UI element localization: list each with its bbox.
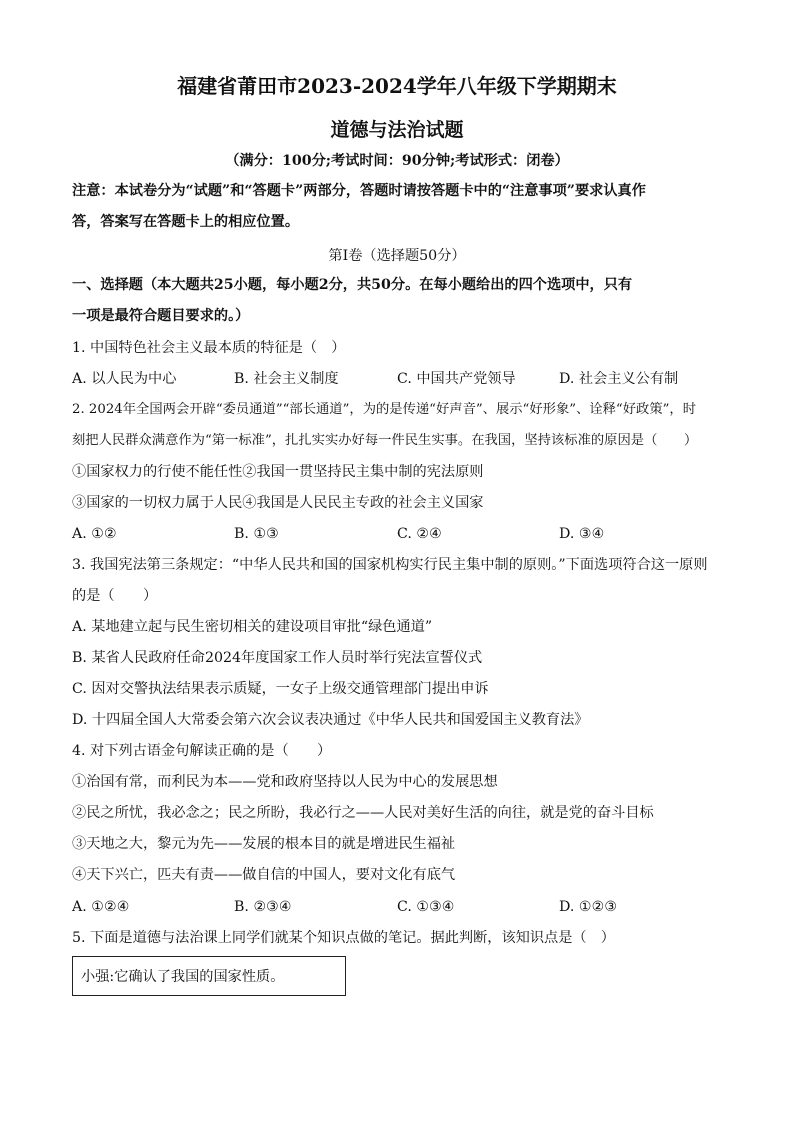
note-text: 小强:它确认了我国的国家性质。 xyxy=(81,969,285,985)
question-4-statement-2: ②民之所忧，我必念之；民之所盼，我必行之——人民对美好生活的向往，就是党的奋斗目标 xyxy=(72,805,654,821)
question-1-option-c: C. 中国共产党领导 xyxy=(397,371,516,387)
question-3-option-a: A. 某地建立起与民生密切相关的建设项目审批“绿色通道” xyxy=(72,619,433,635)
exam-title: 福建省莆田市2023-2024学年八年级下学期期末 xyxy=(177,74,617,98)
question-3-option-b: B. 某省人民政府任命2024年度国家工作人员时举行宪法宣誓仪式 xyxy=(72,650,483,666)
question-2-option-b: B. ①③ xyxy=(234,526,279,542)
question-2-statement-2: ③国家的一切权力属于人民④我国是人民民主专政的社会主义国家 xyxy=(72,495,484,511)
question-1-option-b: B. 社会主义制度 xyxy=(234,371,339,387)
notice-line-2: 答，答案写在答题卡上的相应位置。 xyxy=(72,214,300,230)
exam-subject: 道德与法治试题 xyxy=(330,119,464,141)
question-4-option-c: C. ①③④ xyxy=(397,899,455,915)
question-1-option-a: A. 以人民为中心 xyxy=(72,371,177,387)
question-4-statement-1: ①治国有常，而利民为本——党和政府坚持以人民为中心的发展思想 xyxy=(72,774,498,790)
section-title: 第Ⅰ卷（选择题50分） xyxy=(328,248,466,264)
question-2-option-d: D. ③④ xyxy=(559,526,605,542)
section-instructions-1: 一、选择题（本大题共25小题，每小题2分，共50分。在每小题给出的四个选项中，只有 xyxy=(72,277,633,293)
question-2-statement-1: ①国家权力的行使不能任性②我国一贯坚持民主集中制的宪法原则 xyxy=(72,464,484,480)
question-4-stem: 4. 对下列古语金句解读正确的是（ ） xyxy=(72,743,332,759)
exam-info: （满分：100分;考试时间：90分钟;考试形式：闭卷） xyxy=(225,153,569,169)
question-4-option-d: D. ①②③ xyxy=(559,899,618,915)
question-1-stem: 1. 中国特色社会主义最本质的特征是（ ） xyxy=(72,340,346,356)
section-instructions-2: 一项是最符合题目要求的。） xyxy=(72,308,250,324)
question-3-option-d: D. 十四届全国人大常委会第六次会议表决通过《中华人民共和国爱国主义教育法》 xyxy=(72,712,589,728)
question-4-statement-3: ③天地之大，黎元为先——发展的根本目的就是增进民生福祉 xyxy=(72,836,456,852)
question-3-option-c: C. 因对交警执法结果表示质疑，一女子上级交通管理部门提出申诉 xyxy=(72,681,489,697)
question-4-option-b: B. ②③④ xyxy=(234,899,292,915)
question-5-stem: 5. 下面是道德与法治课上同学们就某个知识点做的笔记。据此判断，该知识点是（ ） xyxy=(72,930,615,946)
question-2-option-a: A. ①② xyxy=(72,526,117,542)
question-3-stem-1: 3. 我国宪法第三条规定：“中华人民共和国的国家机构实行民主集中制的原则。”下面选项符合这一原则 xyxy=(72,557,708,573)
question-1-option-d: D. 社会主义公有制 xyxy=(559,371,679,387)
question-4-statement-4: ④天下兴亡，匹夫有责——做自信的中国人，要对文化有底气 xyxy=(72,867,456,883)
question-3-stem-2: 的是（ ） xyxy=(72,588,158,604)
question-2-option-c: C. ②④ xyxy=(397,526,442,542)
question-2-stem-1: 2. 2024年全国两会开辟“委员通道”“部长通道”，为的是传递“好声音”、展示“好形象”、诠释“好政策”，时 xyxy=(72,402,697,417)
question-2-stem-2: 刻把人民群众满意作为“第一标准”，扎扎实实办好每一件民生实事。在我国，坚持该标准的原因是（ ） xyxy=(72,433,698,448)
notice-line-1: 注意：本试卷分为“试题”和“答题卡”两部分，答题时请按答题卡中的“注意事项”要求认真作 xyxy=(72,183,646,199)
question-4-option-a: A. ①②④ xyxy=(72,899,130,915)
note-box xyxy=(72,956,346,996)
